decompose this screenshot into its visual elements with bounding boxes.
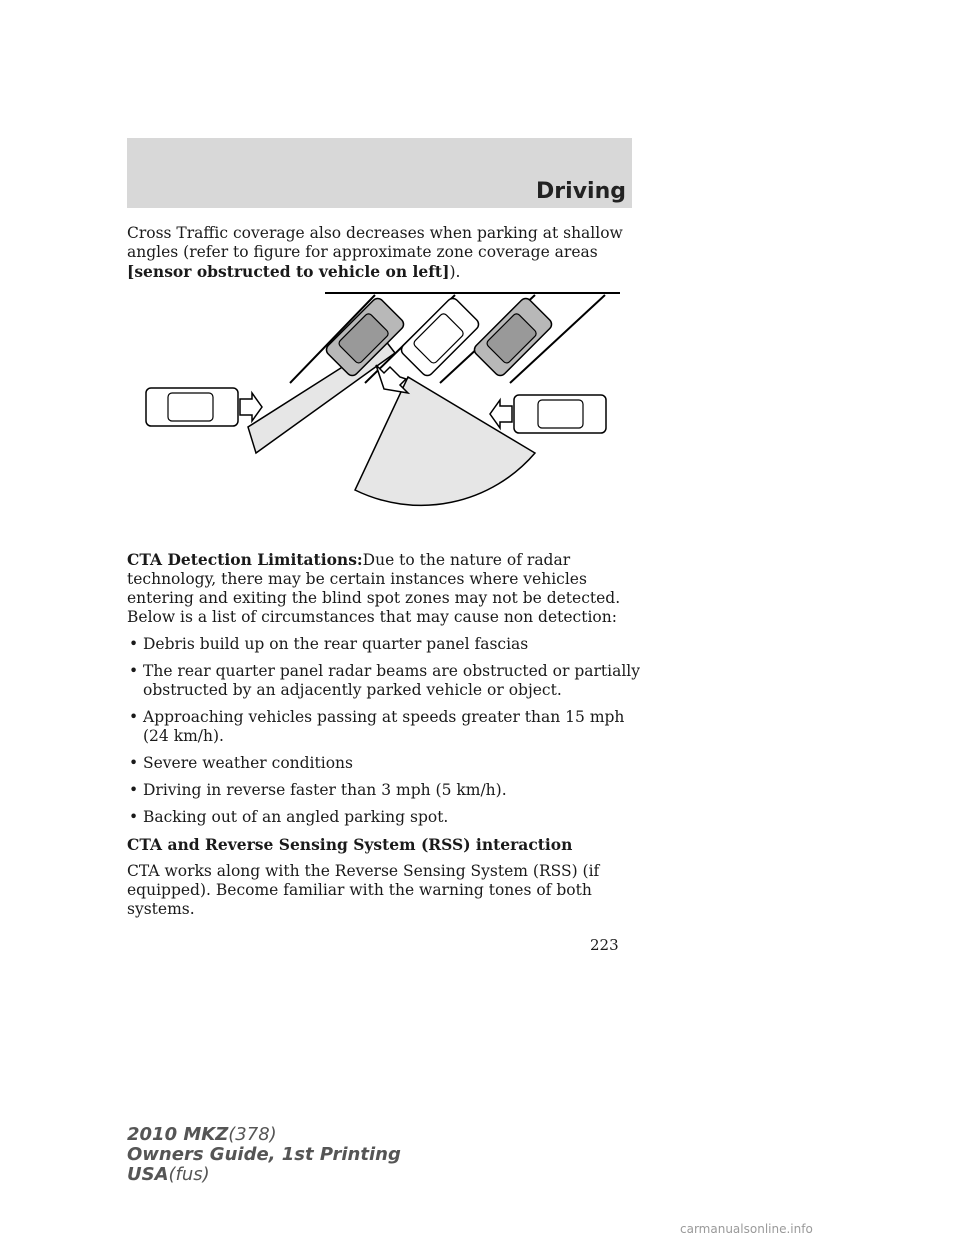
reverse-arrow: [376, 365, 408, 393]
center-car: [399, 296, 481, 378]
list-item: • Severe weather conditions: [127, 754, 647, 773]
cta-limitations-heading: CTA Detection Limitations:: [127, 550, 363, 569]
watermark: carmanualsonline.info: [680, 1222, 813, 1236]
list-item: • Approaching vehicles passing at speeds greater than 15 mph (24 km/h).: [127, 708, 647, 746]
footer-printing: Owners Guide, 1st Printing: [127, 1144, 401, 1165]
list-item: • Debris build up on the rear quarter panel fascias: [127, 635, 647, 654]
list-item: • Backing out of an angled parking spot.: [127, 808, 647, 827]
cta-limitations-text: Due to the nature of radar technology, there may be certain instances where vehicles entering and exiting the blind spot zones may not be detected. Below is a list of circumstances that may cause non detection:: [127, 551, 621, 626]
approaching-car-right: [490, 395, 606, 433]
footer-market: USA: [127, 1164, 169, 1185]
rss-paragraph: CTA works along with the Reverse Sensing System (RSS) (if equipped). Become familiar with the warning tones of both systems.: [127, 862, 600, 918]
cta-limitations-paragraph: [127, 550, 647, 627]
approaching-car-left: [146, 388, 262, 426]
header-band: [127, 138, 632, 208]
cross-traffic-coverage-figure: [140, 285, 620, 515]
cta-section: [127, 550, 647, 927]
limitations-list: [127, 635, 647, 827]
rss-heading: CTA and Reverse Sensing System (RSS) interaction: [127, 835, 573, 854]
print-footer: [127, 1125, 401, 1185]
page-number: 223: [590, 936, 619, 954]
list-item: • The rear quarter panel radar beams are obstructed or partially obstructed by an adjacently parked vehicle or object.: [127, 662, 647, 700]
intro-text: Cross Traffic coverage also decreases when parking at shallow angles (refer to figure for approximate zone coverage areas: [127, 224, 623, 261]
list-item: • Driving in reverse faster than 3 mph (5 km/h).: [127, 781, 647, 800]
intro-end: ).: [449, 263, 461, 281]
footer-market-code: (fus): [168, 1164, 210, 1185]
right-sensor-zone: [355, 377, 535, 505]
parked-car-left: [324, 296, 406, 378]
intro-paragraph: [127, 224, 647, 282]
footer-model: 2010 MKZ: [127, 1124, 229, 1145]
footer-model-code: (378): [228, 1124, 277, 1145]
intro-bold: [sensor obstructed to vehicle on left]: [127, 262, 450, 281]
section-title: Driving: [536, 179, 626, 204]
parked-car-right: [472, 296, 554, 378]
